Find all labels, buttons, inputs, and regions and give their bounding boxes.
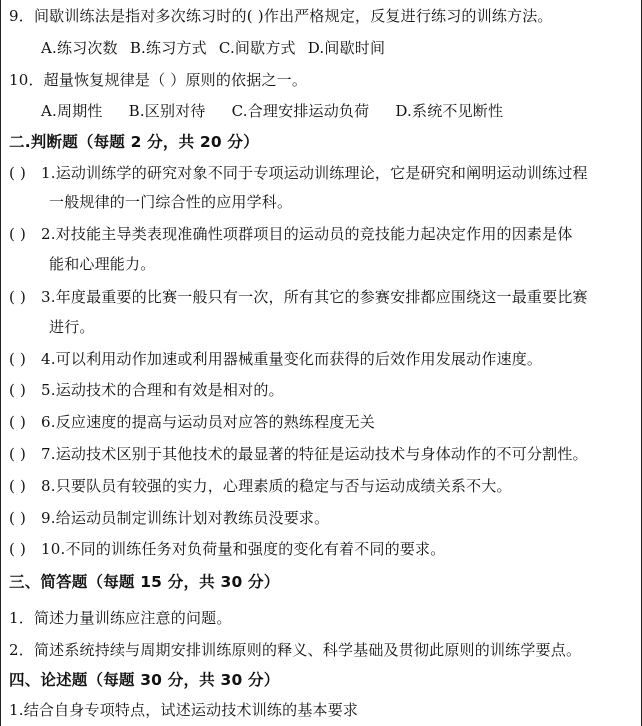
- choice-question-10-options: [1, 101, 641, 121]
- option-b: B.练习方式: [129, 39, 207, 57]
- tf-item-2-continued: 能和心理能力。: [49, 255, 156, 273]
- short-answer-item-1: 1．简述力量训练应注意的问题。: [9, 609, 232, 627]
- option-d: D.系统不见断性: [395, 102, 504, 120]
- option-c: C.合理安排运动负荷: [231, 102, 370, 120]
- choice-question-9-options: [1, 38, 641, 58]
- tf-item-3: ( ) 3.年度最重要的比赛一般只有一次，所有其它的参赛安排都应围绕这一最重要比赛: [9, 288, 588, 306]
- option-b: B.区别对待: [128, 102, 206, 120]
- option-a: A.练习次数: [41, 39, 118, 57]
- tf-item-1-continued: 一般规律的一门综合性的应用学科。: [49, 193, 293, 211]
- tf-item-1: ( ) 1.运动训练学的研究对象不同于专项运动训练理论，它是研究和阐明运动训练过程: [9, 164, 588, 182]
- choice-question-10: 10．超量恢复规律是（ ）原则的依据之一。: [9, 71, 308, 89]
- answer-paren: ( ): [9, 288, 27, 306]
- tf-item-8: ( ) 8.只要队员有较强的实力，心理素质的稳定与否与运动成绩关系不大。: [9, 477, 512, 495]
- answer-paren: ( ): [9, 413, 27, 431]
- tf-item-6: ( ) 6.反应速度的提高与运动员对应答的熟练程度无关: [9, 413, 375, 431]
- section-heading-short-answer: 三、简答题（每题 15 分，共 30 分）: [9, 573, 280, 591]
- essay-item-1: 1.结合自身专项特点，试述运动技术训练的基本要求: [9, 701, 359, 719]
- option-c: C.间歇方式: [218, 39, 296, 57]
- option-a: A.周期性: [41, 102, 103, 120]
- answer-paren: ( ): [9, 540, 27, 558]
- section-heading-essay: 四、论述题（每题 30 分，共 30 分）: [9, 671, 280, 689]
- answer-paren: ( ): [9, 381, 27, 399]
- tf-item-7: ( ) 7.运动技术区别于其他技术的最显著的特征是运动技术与身体动作的不可分割性。: [9, 445, 588, 463]
- answer-paren: ( ): [9, 350, 27, 368]
- answer-paren: ( ): [9, 225, 27, 243]
- tf-item-10: ( ) 10.不同的训练任务对负荷量和强度的变化有着不同的要求。: [9, 540, 446, 558]
- tf-item-4: ( ) 4.可以利用动作加速或利用器械重量变化而获得的后效作用发展动作速度。: [9, 350, 543, 368]
- choice-question-9: 9．间歇训练法是指对多次练习时的( )作出严格规定，反复进行练习的训练方法。: [9, 7, 553, 25]
- answer-paren: ( ): [9, 445, 27, 463]
- option-d: D.间歇时间: [307, 39, 386, 57]
- tf-item-2: ( ) 2.对技能主导类表现准确性项群项目的运动员的竞技能力起决定作用的因素是体: [9, 225, 573, 243]
- tf-item-3-continued: 进行。: [49, 318, 95, 336]
- tf-item-9: ( ) 9.给运动员制定训练计划对教练员没要求。: [9, 509, 330, 527]
- short-answer-item-2: 2．简述系统持续与周期安排训练原则的释义、科学基础及贯彻此原则的训练学要点。: [9, 641, 582, 659]
- tf-item-5: ( ) 5.运动技术的合理和有效是相对的。: [9, 381, 284, 399]
- answer-paren: ( ): [9, 509, 27, 527]
- answer-paren: ( ): [9, 164, 27, 182]
- section-heading-true-false: 二.判断题（每题 2 分，共 20 分）: [9, 133, 259, 151]
- answer-paren: ( ): [9, 477, 27, 495]
